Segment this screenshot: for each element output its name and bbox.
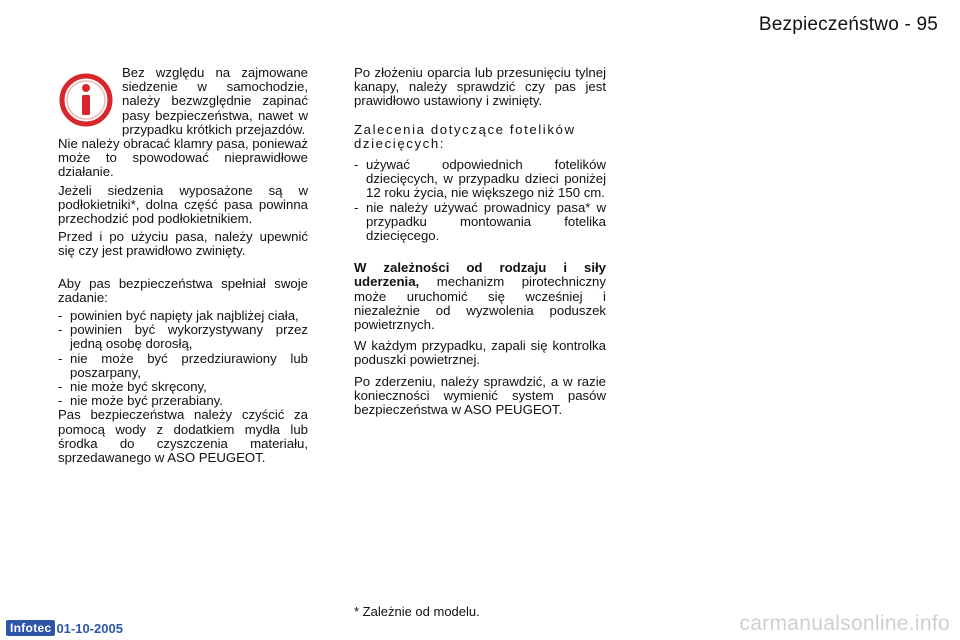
paragraph-pretensioner (354, 261, 606, 332)
list-item: - używać odpowiednich fotelików dziecięcych, w przypadku dzieci poniżej 12 roku życia, nie większego niż 150 cm. (354, 158, 606, 201)
list-item: - powinien być napięty jak najbliżej ciała, (58, 309, 308, 323)
footnote: * Zależnie od modelu. (354, 604, 480, 619)
child-seat-list (354, 158, 606, 243)
pretensioner-rest: mechanizm pirotechniczny może uruchomić się wcześniej i niezależnie od wyzwolenia poduszek powietrznych. (354, 274, 606, 333)
footer-date: 01-10-2005 (56, 620, 123, 636)
paragraph-buckle: Nie należy obracać klamry pasa, ponieważ może to spowodować nieprawidłowe działanie. (58, 136, 308, 180)
warning-box (58, 66, 308, 137)
warning-text: Bez względu na zajmowane siedzenie w samochodzie, należy bezwzględnie zapinać pasy bezpieczeństwa, nawet w przypadku krótkich przejazdów. (122, 65, 308, 137)
right-column (354, 66, 606, 417)
list-item: - nie może być skręcony, (58, 380, 308, 394)
paragraph-indicator: W każdym przypadku, zapali się kontrolka poduszki powietrznej. (354, 338, 606, 368)
infotec-logo: Infotec (6, 620, 55, 636)
page-header: Bezpieczeństwo - 95 (758, 14, 938, 35)
paragraph-after-collision: Po zderzeniu, należy sprawdzić, a w razie konieczności wymienić system pasów bezpieczeństwa w ASO PEUGEOT. (354, 373, 606, 418)
watermark: carmanualsonline.info (739, 612, 950, 635)
footer-stamp (6, 620, 123, 636)
paragraph-rear-seat: Po złożeniu oparcia lub przesunięciu tylnej kanapy, należy sprawdzić czy pas jest prawidłowo ustawiony i zwinięty. (354, 65, 606, 109)
paragraph-armrest: Jeżeli siedzenia wyposażone są w podłokietniki*, dolna część pasa powinna przechodzić pod podłokietnikiem. (58, 182, 308, 227)
pretensioner-bold: W zależności od rodzaju i siły uderzenia, (354, 260, 606, 290)
list-item: - nie należy używać prowadnicy pasa* w przypadku montowania fotelika dziecięcego. (354, 201, 606, 244)
paragraph-requirements: Aby pas bezpieczeństwa spełniał swoje zadanie: (58, 275, 308, 305)
info-warning-icon (58, 66, 116, 137)
list-item: - powinien być wykorzystywany przez jedną osobę dorosłą, (58, 323, 308, 351)
paragraph-cleaning: Pas bezpieczeństwa należy czyścić za pomocą wody z dodatkiem mydła lub środka do czyszczenia materiału, sprzedawanego w ASO PEUGEOT. (58, 407, 308, 466)
paragraph-child-seats: Zalecenia dotyczące fotelików dziecięcych: (354, 121, 576, 151)
list-item: - nie może być przedziurawiony lub poszarpany, (58, 352, 308, 380)
left-column (58, 66, 308, 465)
list-item: - nie może być przerabiany. (58, 394, 308, 408)
requirements-list (58, 309, 308, 408)
paragraph-retract: Przed i po użyciu pasa, należy upewnić się czy jest prawidłowo zwinięty. (58, 229, 308, 259)
